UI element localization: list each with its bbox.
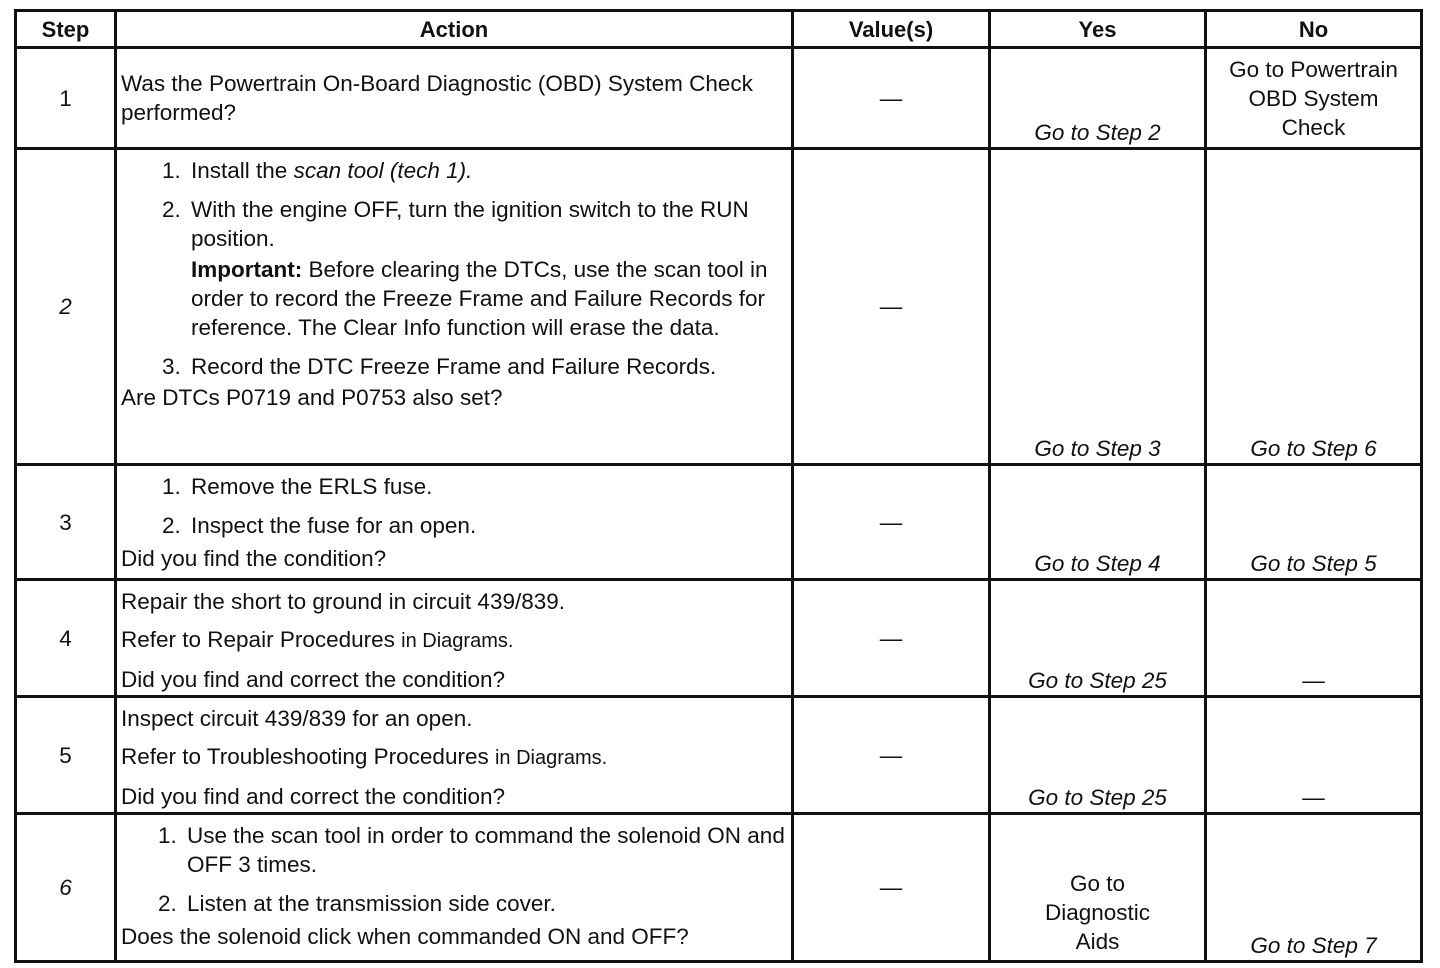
value-cell: [793, 814, 990, 962]
no-cell: [1206, 465, 1422, 580]
no-goto: Go to Powertrain OBD System Check: [1229, 56, 1398, 140]
table-row-step-1: [16, 48, 1422, 149]
important-note: [191, 255, 787, 342]
action-question: Did you find the condition?: [121, 546, 387, 571]
value-dash: —: [879, 509, 903, 535]
yes-cell: [990, 580, 1206, 697]
step-number: 2: [16, 149, 116, 465]
scan-tool-term: scan tool (tech 1).: [293, 158, 473, 183]
action-cell: [116, 465, 793, 580]
action-cell: [116, 580, 793, 697]
no-cell: [1206, 149, 1422, 465]
step-number: 3: [16, 465, 116, 580]
action-step-item: [187, 352, 787, 381]
step-number: 4: [16, 580, 116, 697]
reference-suffix: in Diagrams.: [401, 630, 514, 652]
diagnostic-table: [14, 9, 1423, 963]
table-row-step-3: [16, 465, 1422, 580]
table-row-step-5: [16, 697, 1422, 814]
action-steps-list: [121, 472, 787, 540]
important-text: Before clearing the DTCs, use the scan tool in order to record the Freeze Frame and Failure Records for reference. The Clear Info function will erase the data.: [191, 257, 768, 340]
step-number: 5: [16, 697, 116, 814]
yes-goto: Go to Step 25: [1028, 668, 1167, 693]
action-cell: [116, 697, 793, 814]
action-step-item: [187, 195, 787, 342]
action-question: Did you find and correct the condition?: [121, 784, 505, 809]
reference-link-text: Refer to Troubleshooting Procedures: [121, 744, 489, 769]
yes-cell: [990, 48, 1206, 149]
header-step: Step: [16, 11, 116, 48]
action-step-item: 2. Inspect the fuse for an open.: [187, 511, 787, 540]
yes-cell: [990, 814, 1206, 962]
action-cell: [116, 48, 793, 149]
action-line: Inspect circuit 439/839 for an open.: [121, 706, 473, 731]
yes-goto: Go to Step 2: [1034, 120, 1161, 145]
header-row: [16, 11, 1422, 48]
no-cell: [1206, 814, 1422, 962]
value-dash: —: [879, 625, 903, 651]
action-step-item: 1. Remove the ERLS fuse.: [187, 472, 787, 501]
yes-goto: Go to Step 4: [1034, 551, 1161, 576]
yes-cell: [990, 697, 1206, 814]
value-cell: [793, 697, 990, 814]
table-row-step-4: [16, 580, 1422, 697]
value-dash: —: [879, 85, 903, 111]
action-question: Does the solenoid click when commanded ON and OFF?: [121, 924, 689, 949]
value-cell: [793, 149, 990, 465]
yes-cell: [990, 465, 1206, 580]
no-cell: [1206, 697, 1422, 814]
value-cell: [793, 580, 990, 697]
no-dash: —: [1302, 668, 1325, 693]
step-number: 1: [16, 48, 116, 149]
no-dash: —: [1302, 785, 1325, 810]
reference-suffix: in Diagrams.: [494, 747, 608, 769]
important-label: Important:: [191, 257, 303, 282]
no-goto: Go to Step 7: [1250, 933, 1377, 958]
action-question: Are DTCs P0719 and P0753 also set?: [121, 385, 503, 410]
value-dash: —: [879, 875, 903, 900]
action-step-text: Install the: [191, 158, 288, 183]
header-yes: Yes: [990, 11, 1206, 48]
action-step-item: 2. Listen at the transmission side cover.: [183, 889, 787, 918]
yes-cell: [990, 149, 1206, 465]
action-steps-list: [121, 821, 787, 918]
header-values: Value(s): [793, 11, 990, 48]
yes-goto: Go to Step 25: [1028, 785, 1167, 810]
yes-goto: Go to Diagnostic Aids: [1044, 871, 1151, 954]
no-goto: Go to Step 5: [1250, 551, 1377, 576]
action-step-text: With the engine OFF, turn the ignition switch to the RUN position.: [191, 197, 749, 251]
no-cell: [1206, 580, 1422, 697]
no-cell: [1206, 48, 1422, 149]
action-cell: [116, 814, 793, 962]
step-number: 6: [16, 814, 116, 962]
yes-goto: Go to Step 3: [1034, 436, 1161, 461]
action-steps-list: [121, 156, 787, 381]
action-line: [121, 625, 787, 656]
action-step-item: 1. Use the scan tool in order to command the solenoid ON and OFF 3 times.: [183, 821, 787, 879]
no-goto: Go to Step 6: [1250, 436, 1377, 461]
action-question: Did you find and correct the condition?: [121, 667, 505, 692]
action-question: Was the Powertrain On-Board Diagnostic (OBD) System Check performed?: [121, 71, 753, 125]
header-action: Action: [116, 11, 793, 48]
action-step-text: Record the DTC Freeze Frame and Failure Records.: [191, 354, 717, 379]
value-dash: —: [879, 294, 903, 319]
action-step-item: [187, 156, 787, 185]
action-line: [121, 742, 787, 773]
reference-link-text: Refer to Repair Procedures: [121, 627, 395, 652]
value-cell: [793, 48, 990, 149]
value-dash: —: [879, 742, 903, 768]
action-cell: [116, 149, 793, 465]
value-cell: [793, 465, 990, 580]
action-line: Repair the short to ground in circuit 439/839.: [121, 589, 566, 614]
table-row-step-6: [16, 814, 1422, 962]
table-row-step-2: [16, 149, 1422, 465]
header-no: No: [1206, 11, 1422, 48]
